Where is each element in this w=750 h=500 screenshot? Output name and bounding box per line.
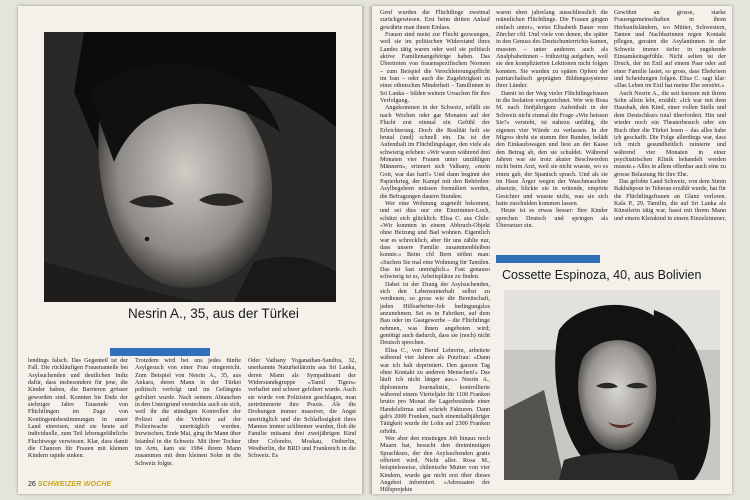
article-column bbox=[614, 10, 726, 250]
article-paragraph: Heute ist es etwas besser: Ihre Kinder sprechen Deutsch und springen als Übersetzer ein. bbox=[496, 208, 608, 229]
article-paragraph: Wer aber den einstiegen Job hinaus noch Muarn hat, besucht den dreiminutigen Sprachkurs, der den Asylsuchenden gratis offeriert wird. Nicht aller. Rosa M., beispielsweise, chilenische Mutter von vier Kindern, wurde gar nicht erst über dieses Angebot informiert. «Adressaten der Hilfsprojekte bbox=[380, 435, 490, 494]
article-column bbox=[28, 358, 128, 478]
article-paragraph: waren eben jahrelang ausschliesslich die männlichen Flüchtlinge. Die Frauen gingen einfach unter», weiss Elisabeth Bauer vom Zürcher cfd. Und viele von denen, die später in den Genuss des Deutschunterrichts kamen, mussten – unter anderem auch als Analphabetinnen – frühzeitig aufgeben, weil sie den komplizierten Lektionen nicht folgen konnten. Sie wurden zu späten Opfern der patriarchalisch geprägten Bildungssysteme ihrer Länder. bbox=[496, 10, 608, 90]
caption-accent-bar bbox=[110, 348, 210, 356]
right-page bbox=[372, 6, 732, 494]
article-paragraph: Frauen sind meist zur Flucht gezwungen, weil sie im politischen Widerstand ihres Landes tätig waren oder weil sie politisch aktive Familienangehörige haben. Das Übertreten von frauenspezifischen Normen – zum Beispiel die Verschleierungspflicht im Iran – oder auch die Zugehörigkeit zu einer ethnischen Minderheit – Tamilinnen in Sri Lanka – bilden weitere Ursachen für ihre Verfolgung. bbox=[380, 32, 490, 105]
article-paragraph: Damit ist der Weg vieler Flüchtlingsfrauen in die Isolation vorgezeichnet. Wer wie Rosa M. nach fünfjährigem Aufenthalt in der Schweiz nicht einmal die Frage «Wie heissen Sie?» versteht, ist nahezu unfähig, die eigenen vier Wände zu verlassen. In der Migros dreht sie stumm ihre Runden, belädt den Einkaufswagen und liest an der Kasse den Betrag ab, den sie schuldet. Während Jahren war sie trotz akuter Beschwerden nicht beim Arzt, weil sie nicht wusste, wo es einen gab, der Spanisch sprach. Und als sie im Haus Ärger wegen der Waschmaschine absetzte, blickte sie in wütende, empörte Gesichter und wusste nicht, was sie sich hatte zuschulden kommen lassen. bbox=[496, 90, 608, 207]
magazine-brand: SCHWEIZER WOCHE bbox=[37, 481, 112, 488]
article-paragraph: Dabei ist der Drang der Asylsuchenden, sich den Lebensunterhalt selbst zu verdienen, so gross wie die Bereitschaft, jeden Hilfsarbeiter-Job bedingungslos anzunehmen. Sei es in Fabriken, auf dem Bau oder im Gastgewerbe – die Flüchtlinge nehmen, was ihnen angeboten wird; genötigt auch dadurch, dass sie (noch) nicht Deutsch sprechen. bbox=[380, 281, 490, 347]
article-paragraph: Angekommen in der Schweiz, erfällt sie nach Wochen oder gar Monaten auf der Flucht erst einmal ein Gefühl der Erleichterung. Doch die Realität holt sie brutal (und) schnell ein. Da ist der Aufenthalt im Flüchtlingslager, den viele als schwierig erleben: «Wir waren während drei Monaten vier Frauen unter unzähligen Männern», erinnert sich Valhany, «mein Gott, war das hart!» Und dann beginnt der Papierkrieg, der Kampf mit den Behörden: Asylbegehren müssen formuliert werden, die Befragungen dauern Stunden. bbox=[380, 105, 490, 200]
article-paragraph: Gewöhnt an grosse, starke Frauengemeinschaften in ihren Herkunftsländern, wo Mütter, Schwestern, Tanten und Nachbarinnen regen Kontakt pflegen, geraten die Asylantinnen in der Schweiz immer tiefer in zugehende Einsamkeitsgefühle. Nicht selten ist der Druck, der im Exil auf einem Paar oder auf einer Familie lastet, so gross, dass Ehekrisen und Scheidungen folgen. Elisa C. sagt klar: «Das Leben im Exil hat meine Ehe zerstört.» bbox=[614, 10, 726, 90]
portrait-illustration bbox=[504, 290, 720, 480]
article-paragraph: Wer eine Wohnung zugeteilt bekommt, und sei dies nur ein Einzimmer-Loch, schätzt sich glücklich. Elisa C. aus Chile: «Wir konnten in einem Abbruch-Objekt ohne Heizung und Bad wohnen. Eigentlich war es schrecklich, aber für uns zählte nur, dass unsere Familie zusammenbleiben konnte.» Beim cfd Bern stöhnt man: «Suchen Sie mal eine Wohnung für Tamilen. Das ist fast unmöglich.» Fast genauso schwierig ist es, Arbeitsplätze zu finden. bbox=[380, 200, 490, 281]
portrait-caption: Nesrin A., 35, aus der Türkei bbox=[128, 306, 299, 321]
article-paragraph: Elisa C., von Beruf Lehrerin, arbeitete während vier Jahren als Putzfrau: «Dann war ich halt deprimiert. Den ganzen Tag ohne Kontakt zu anderen Menschen!» Das läuft ich nicht länger aus.» Nesrin A., diplomierte Journalistin, kontrollierte während einem Vierteljahr für 1100 Franken brutto pro Monat die Lagerbestände einer Handelsfirma und schrieb Fakturen. Dann gab's 2000 Franken, nach einemhalbjähriger Tätigkeit wurde ihr Lohn auf 2300 Franken erhöht. bbox=[380, 347, 490, 435]
portrait-caption: Cossette Espinoza, 40, aus Bolivien bbox=[502, 268, 702, 282]
article-paragraph: Das gelobte Land Schweiz, von dem Simin Bakhshpour in Teheran erzählt wurde, hat für die Flüchtlingsfrauen an Glanz verloren. Kala P., 29, Tamilin, die auf Sri Lanka als Künstlerin tätig war, hasst mit ihrem Mann und einem Kleinkind in einem Einzelzimmer, bbox=[614, 178, 726, 222]
caption-accent-bar bbox=[496, 255, 600, 263]
article-column bbox=[380, 10, 490, 494]
article-paragraph: lendings falsch. Das Gegenteil ist der Fall. Die rückläufigen Frauenanteile bei Asylsuchenden und deutlichen Indiz dafür, dass insbesondere für jene, die Kinder haben, die Barrieren grösser geworden sind. Konnten bis Ende der siebziger Jahre Tausende von Flüchtlingen im Zuge von Kontingentsbestimmungen in unser Land einreisen, sind sie heute auf individuelle, zum Teil lebensgefährliche Fluchtwege verwiesen. Klar, dass damit die Chancen für Frauen mit kleinen Kindern rapide sinken. bbox=[28, 358, 128, 460]
article-paragraph: Auch Nesrin A., die seit kurzem mit ihrem Sohn allein lebt, erzählt: «Ich war mit dem Haushalt, den Kind, einer vollen Stelle und dem Deutschkurs total überfordert. Hin und wieder noch ein Theaterbesuch oder ein Buch über die Türkei lesen – das alles habe ich geschafft. Die Folge allerdings war, dass ich mich gesundheitlich ruinierte und während vier Monaten in einer psychiatrischen Klinik behandelt werden musste.» Alles in allem offenbar auch eine zu grosse Belastung für ihre Ehe. bbox=[614, 90, 726, 178]
article-column bbox=[248, 358, 356, 486]
portrait-photo-nesrin bbox=[44, 32, 336, 302]
page-number: 26 bbox=[28, 481, 36, 488]
book-spine bbox=[362, 6, 372, 494]
article-paragraph: Trotzdem wird bei uns jedes fünfte Asylgesuch von einer Frau eingereicht. Zum Beispiel von Nesrin A., 35, aus Ankara, deren Mann in der Türkei politisch verfolgt und im Gefängnis gefoltert wurde. Nach seinem Abtauchen in den Untergrund versteckte auch sie sich, weil ihr die ständigen Kontrollen der Polizei und die Verhöre auf der Polizeiwache unerträglich wurden. Inzwischen, Ende Mai, ging ihr Mann über Istanbul in die Schweiz. Mit ihrer Tochter im Arm, kam sie 1984 ihrem Mann zusammen mit dem kleinen Sohn in die Schweiz folgte. bbox=[135, 358, 241, 467]
article-paragraph: Oder Vathany Yoganathan-Sandira, 32, unerkannte Naturheilärztin aus Sri Lanka, deren Mann als Sympathisant der Widerstandsgruppe «Tamil Tigers» verhaftet und schwer gefoltert wurde. Auch sie wurde von Polizisten geschlagen, man zertrümmerte ihre Praxis. Als die Drohungen immer massiver, die Angst unerträglich und die Schlaflosigkeit ihres Mannes immer schlimmer wurden, floh die Familie mitsamt drei zweijährigen Kind über Colombo, Moskau, Ostberlin, Westberlin, die BRD und Frankreich in die Schweiz. Es bbox=[248, 358, 356, 460]
page-footer bbox=[28, 481, 112, 488]
article-column bbox=[496, 10, 608, 234]
left-page bbox=[18, 6, 362, 494]
article-paragraph: Genf wurden die Flüchtlinge zweimal zurückgewiesen. Erst beim dritten Anlauf gewährte man ihnen Einlass. bbox=[380, 10, 490, 31]
portrait-photo-cossette bbox=[504, 290, 720, 480]
portrait-illustration bbox=[44, 32, 336, 302]
article-column bbox=[135, 358, 241, 486]
